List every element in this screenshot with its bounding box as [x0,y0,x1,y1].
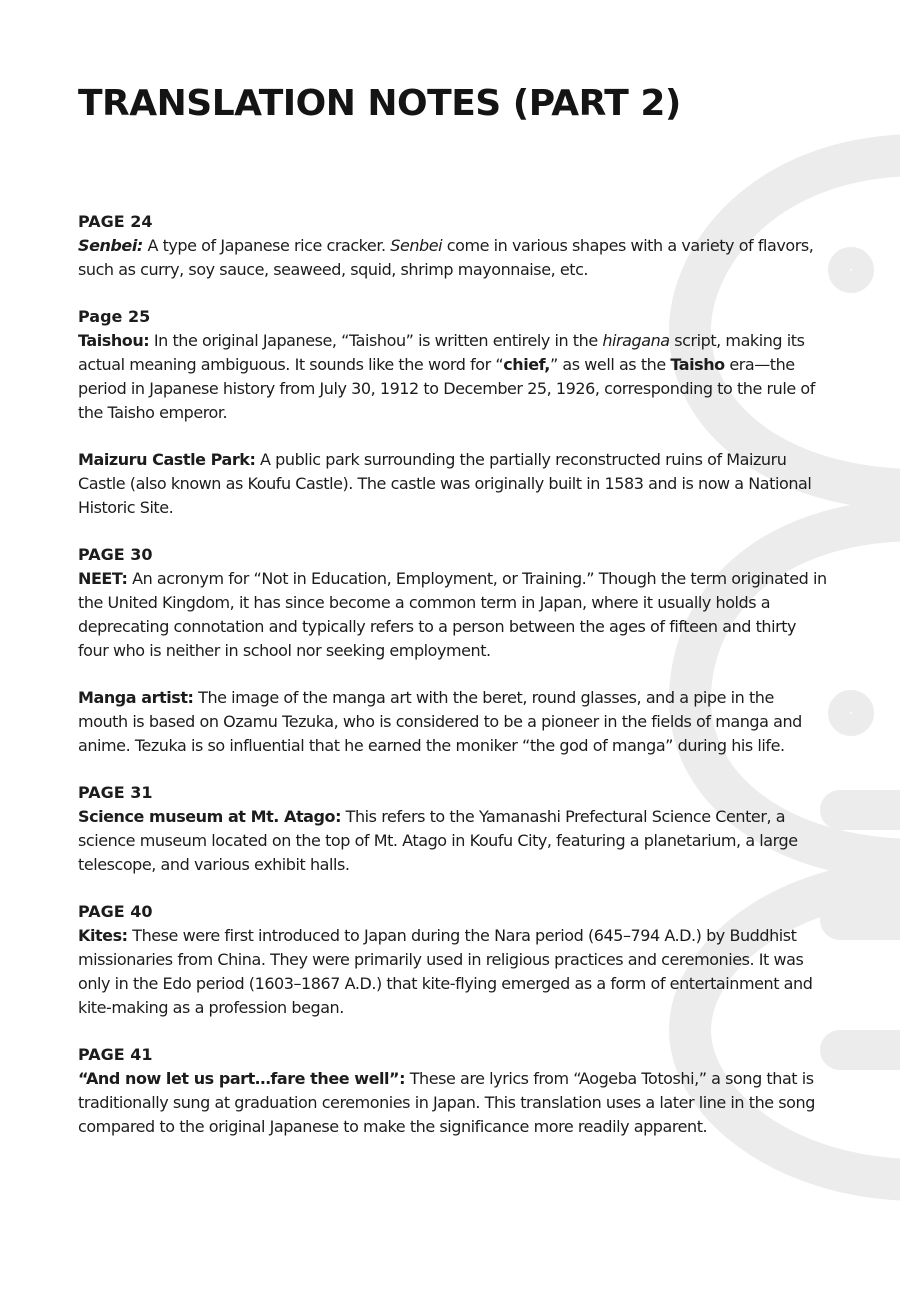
note-term: Maizuru Castle Park: [78,450,256,469]
note-term: NEET: [78,569,128,588]
note-text: In the original Japanese, “Taishou” is written entirely in the [149,331,603,350]
note-maizuru-castle-park [78,448,828,520]
note-text: An acronym for “Not in Education, Employment, or Training.” Though the term originated in the United Kingdom, it has since become a common term in Japan, where it usually holds a deprecating connotation and typically refers to a person between the ages of fifteen and thirty four who is neither in school nor seeking employment. [78,569,827,660]
section-page-25 [78,305,828,520]
note-term: Manga artist: [78,688,194,707]
page-title: TRANSLATION NOTES (PART 2) [78,83,681,124]
note-text: come in various shapes with a variety of flavors, such as curry, soy sauce, seaweed, squid, shrimp mayonnaise, etc. [78,236,814,279]
section-heading: Page 25 [78,307,151,326]
decor-dot-top [839,258,863,282]
translation-notes-page [78,80,828,1162]
note-aogeba-totoshi [78,1067,828,1139]
section-page-31 [78,781,828,877]
section-page-40 [78,900,828,1020]
note-text: These were first introduced to Japan during the Nara period (645–794 A.D.) by Buddhist missionaries from China. They were primarily used in religious practices and ceremonies. It was only in the Edo period (1603–1867 A.D.) that kite-flying emerged as a form of entertainment and kite-making as a profession began. [78,926,813,1017]
note-term: Kites: [78,926,128,945]
note-term: Taishou: [78,331,150,350]
section-heading: PAGE 24 [78,212,153,231]
note-text: A type of Japanese rice cracker. [142,236,391,255]
note-text: The image of the manga art with the beret, round glasses, and a pipe in the mouth is based on Ozamu Tezuka, who is considered to be a pioneer in the fields of manga and anime. Tezuka is so influential that he earned the moniker “the god of manga” during his life. [78,688,802,755]
note-emphasis: Senbei [390,236,443,255]
note-text: A public park surrounding the partially reconstructed ruins of Maizuru Castle (also known as Koufu Castle). The castle was originally built in 1583 and is now a National Historic Site. [78,450,812,517]
note-taishou [78,329,828,425]
note-text: script, making its actual meaning ambiguous. It sounds like the word for “ [78,331,805,374]
note-senbei [78,234,828,282]
section-heading: PAGE 40 [78,902,153,921]
section-page-30 [78,543,828,758]
note-science-museum [78,805,828,877]
notes-list [78,210,828,1139]
section-page-41 [78,1043,828,1139]
decor-block-3 [820,1030,900,1070]
decor-block-2 [820,900,900,940]
note-term: Senbei: [78,236,143,255]
note-kites [78,924,828,1020]
section-heading: PAGE 30 [78,545,153,564]
note-bold: Taisho [670,355,725,374]
note-text: These are lyrics from “Aogeba Totoshi,” a song that is traditionally sung at graduation ceremonies in Japan. This translation uses a later line in the song compared to the original Japanese to make the significance more readily apparent. [78,1069,815,1136]
note-text: ” as well as the [549,355,671,374]
note-text: This refers to the Yamanashi Prefectural Science Center, a science museum located on the top of Mt. Atago in Koufu City, featuring a planetarium, a large telescope, and various exhibit halls. [78,807,798,874]
note-emphasis: hiragana [602,331,670,350]
decor-dot-middle [839,701,863,725]
section-heading: PAGE 41 [78,1045,153,1064]
note-text: era—the period in Japanese history from July 30, 1912 to December 25, 1926, corresponding to the rule of the Taisho emperor. [78,355,815,422]
note-manga-artist [78,686,828,758]
note-bold: chief, [503,355,550,374]
section-heading: PAGE 31 [78,783,153,802]
note-term: Science museum at Mt. Atago: [78,807,342,826]
note-term: “And now let us part…fare thee well”: [78,1069,406,1088]
section-page-24 [78,210,828,282]
note-neet [78,567,828,663]
decor-block-1 [820,790,900,830]
